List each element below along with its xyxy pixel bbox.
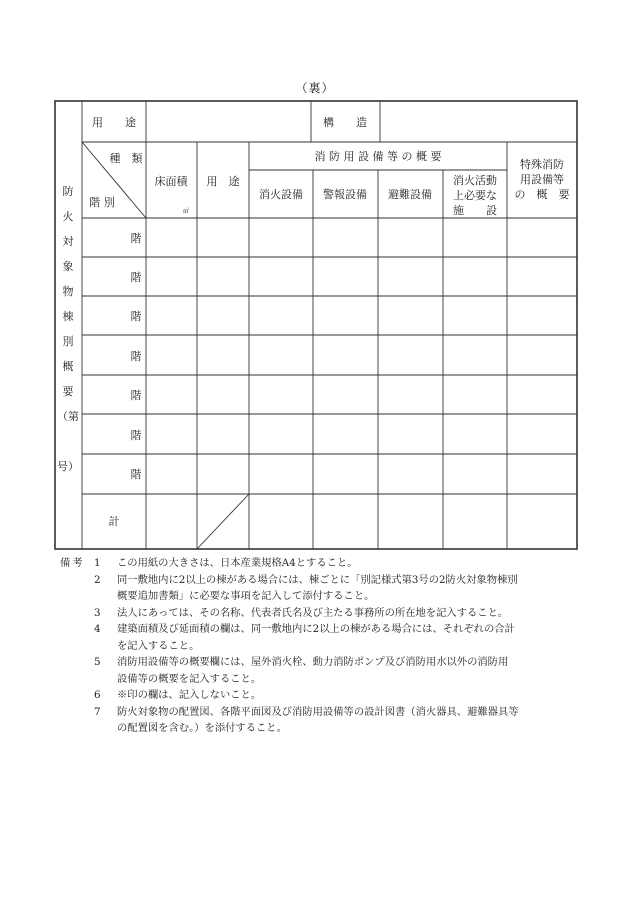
side-title-char: 対 [62, 235, 74, 248]
col-katsudo-line: 上必要な [453, 189, 497, 202]
floor-row-label: 階 [130, 350, 142, 363]
note-text: 概要追加書類」に必要な事項を記入して添付すること。 [117, 590, 375, 602]
note-number: 3 [94, 606, 101, 619]
side-title [57, 185, 79, 473]
floor-area-label: 床面積 [154, 175, 188, 188]
col-tokushu-line: 特殊消防 [520, 158, 564, 171]
note-item [94, 621, 584, 654]
floor-row-label: 階 [130, 310, 142, 323]
diag-bottom-label: 階 別 [89, 196, 115, 209]
diag-top-label: 種 類 [109, 152, 143, 165]
note-text: 防火対象物の配置図、各階平面図及び消防用設備等の設計図書（消火器具、避難器具等 [117, 705, 519, 718]
note-item [94, 605, 584, 622]
table-border [55, 101, 577, 549]
floor-row-label: 階 [130, 232, 142, 245]
note-text: ※印の欄は、記入しないこと。 [117, 689, 262, 701]
note-number: 5 [94, 656, 101, 668]
side-title-char: 別 [62, 335, 74, 348]
side-title-char: 棟 [62, 310, 74, 323]
note-item [94, 654, 584, 687]
floor-row-label: 階 [130, 389, 142, 402]
col-katsudo-line: 施 設 [453, 204, 497, 217]
col-keiho: 警報設備 [323, 188, 367, 201]
total-label: 計 [108, 515, 120, 528]
floor-row-label: 階 [130, 271, 142, 284]
page-side-label: （裏） [295, 81, 335, 95]
notes-list [94, 555, 584, 737]
side-title-char: 概 [62, 360, 74, 373]
total-diagonal [197, 494, 249, 549]
note-item [94, 704, 584, 737]
side-title-char: 象 [62, 260, 74, 273]
note-number: 4 [94, 623, 101, 635]
note-text: 同一敷地内に2以上の棟がある場合には、棟ごとに「別記様式第3号の2防火対象物棟別 [117, 573, 518, 586]
note-item [94, 687, 584, 704]
note-number: 7 [94, 705, 101, 718]
floor-row-label: 階 [130, 429, 142, 442]
col-tokushu-line: の 概 要 [514, 188, 570, 201]
side-title-char: 防 [62, 185, 74, 198]
col-tokushu-line: 用設備等 [520, 173, 564, 186]
note-number: 6 [94, 689, 101, 701]
note-text: の配置図を含む。）を添付すること。 [117, 722, 287, 734]
side-title-char: 物 [62, 285, 74, 298]
note-text: 消防用設備等の概要欄には、屋外消火栓、動力消防ポンプ及び消防用水以外の消防用 [117, 656, 509, 668]
kozo-label: 構 造 [323, 116, 367, 129]
floor-area-unit: ㎡ [182, 208, 190, 215]
col-katsudo-line: 消火活動 [453, 174, 497, 187]
note-item [94, 572, 584, 605]
note-number: 2 [94, 573, 101, 586]
side-title-char: 火 [62, 210, 74, 223]
note-text: 設備等の概要を記入すること。 [117, 672, 262, 685]
shobo-group-label: 消 防 用 設 備 等 の 概 要 [314, 150, 442, 163]
floor-row-label: 階 [130, 468, 142, 481]
yoto-label: 用 途 [92, 116, 136, 129]
note-text: 建築面積及び延面積の欄は、同一敷地内に2以上の棟がある場合には、それぞれの合計 [117, 623, 515, 635]
yoto-col-label: 用 途 [206, 175, 240, 188]
notes-head: 備考 [60, 557, 85, 569]
side-title-char: 要 [62, 385, 74, 398]
note-text: 法人にあっては、その名称、代表者氏名及び主たる事務所の所在地を記入すること。 [117, 606, 509, 619]
col-shoka: 消火設備 [259, 188, 303, 201]
note-number: 1 [94, 557, 101, 569]
note-text: この用紙の大きさは、日本産業規格A4とすること。 [117, 557, 358, 569]
side-title-char: （第 [57, 410, 79, 423]
side-title-char: 号） [57, 460, 79, 473]
note-item [94, 555, 584, 572]
col-hinan: 避難設備 [388, 188, 432, 201]
note-text: を記入すること。 [117, 639, 200, 652]
